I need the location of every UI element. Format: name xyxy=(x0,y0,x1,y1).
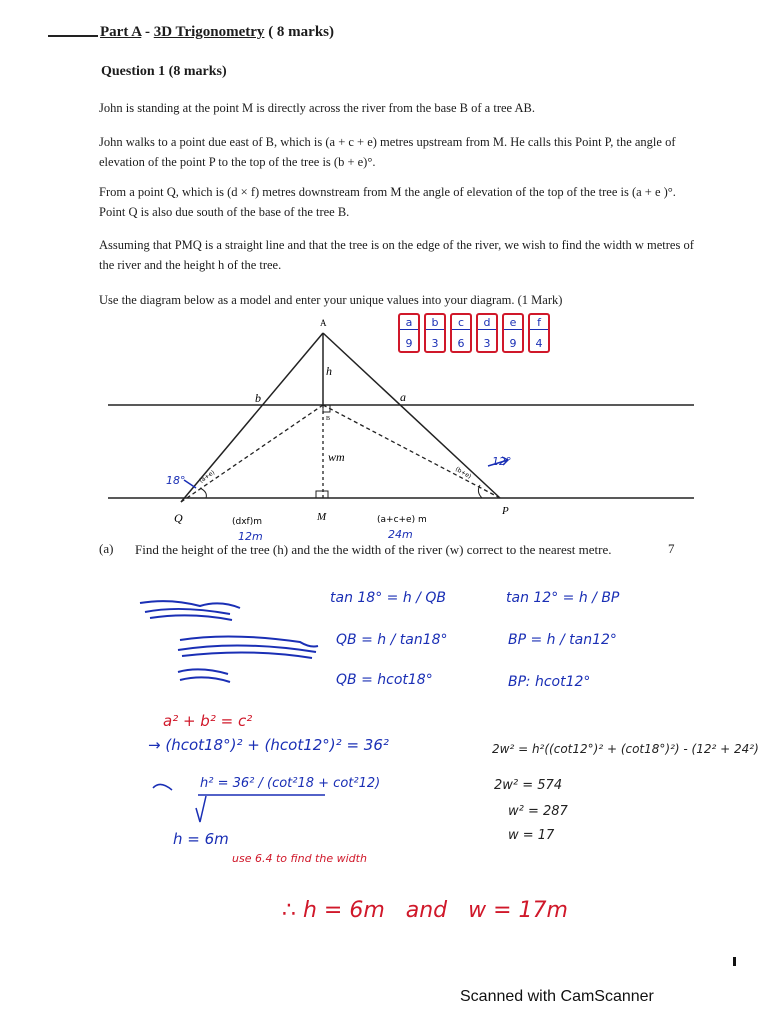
label-M: M xyxy=(317,511,327,523)
work-width-1: 2w² = h²((cot12°)² + (cot18°)²) - (12² + 24²) xyxy=(492,742,759,756)
label-Q: Q xyxy=(174,511,183,525)
question-paragraph-4: Assuming that PMQ is a straight line and that the tree is on the edge of the river, we wish to find the width w metres of the river and the height h of the tree. xyxy=(99,238,694,272)
label-mp-expr: (a+c+e) m xyxy=(377,515,427,525)
work-h-result: h = 6m xyxy=(173,830,229,848)
work-tan12: tan 12° = h / BP xyxy=(506,590,620,606)
label-B: B xyxy=(326,416,331,422)
crossed-out-work-2 xyxy=(178,636,318,658)
value-box-b: b 3 xyxy=(424,313,446,353)
label-angle-p: 12° xyxy=(492,455,512,468)
label-qm-expr: (dxf)m xyxy=(232,517,262,527)
work-qb2: QB = hcot18° xyxy=(336,672,433,688)
work-bp1: BP = h / tan12° xyxy=(508,632,617,648)
part-a-question: Find the height of the tree (h) and the the width of the river (w) correct to the nearest metre. xyxy=(135,542,612,557)
value-box-c: c 6 xyxy=(450,313,472,353)
work-equation-1: → (hcot18°)² + (hcot12°)² = 36² xyxy=(148,736,389,754)
label-angle-q-expr: (a+e) xyxy=(198,469,217,485)
work-qb1: QB = h / tan18° xyxy=(336,632,448,648)
work-pythagoras: a² + b² = c² xyxy=(163,712,253,730)
crossed-out-work-1 xyxy=(140,601,240,620)
label-wm: wm xyxy=(328,450,345,464)
value-box-f: f 4 xyxy=(528,313,550,353)
label-angle-p-expr: (b+e) xyxy=(454,465,473,481)
scan-mark xyxy=(733,957,736,966)
question-paragraph-3: From a point Q, which is (d × f) metres downstream from M the angle of elevation of the top of the tree is (a + e )°. Point Q is also due south of the base of the tree B. xyxy=(99,185,676,219)
crossed-out-work-3 xyxy=(178,669,230,682)
label-h: h xyxy=(326,364,332,378)
work-bp2: BP: hcot12° xyxy=(508,674,591,690)
work-width-4: w = 17 xyxy=(508,828,555,843)
part-a-label: (a) xyxy=(99,541,114,556)
label-P: P xyxy=(502,505,509,517)
question-paragraph-5: Use the diagram below as a model and enter your unique values into your diagram. (1 Mark) xyxy=(99,293,563,307)
label-b: b xyxy=(255,391,261,405)
work-h-squared: h² = 36² / (cot²18 + cot²12) xyxy=(200,776,381,791)
work-width-3: w² = 287 xyxy=(508,804,568,819)
work-note: use 6.4 to find the width xyxy=(232,852,367,865)
question-paragraph-2: John walks to a point due east of B, which is (a + c + e) metres upstream from M. He calls this Point P, the angle of elevation of the point P to the top of the tree is (b + e)°. xyxy=(99,135,676,169)
scanner-watermark: Scanned with CamScanner xyxy=(460,988,654,1005)
question-title: Question 1 (8 marks) xyxy=(101,64,227,79)
label-A: A xyxy=(320,318,327,328)
label-a: a xyxy=(400,390,406,404)
crossed-sqrt-h xyxy=(153,784,172,790)
work-tan18: tan 18° = h / QB xyxy=(330,590,446,606)
part-a-marks: 7 xyxy=(668,541,675,556)
part-title: Part A - 3D Trigonometry ( 8 marks) xyxy=(100,24,335,40)
question-paragraph-1: John is standing at the point M is directly across the river from the base B of a tree AB. xyxy=(99,101,536,115)
label-mp-value: 24m xyxy=(388,528,413,541)
sqrt-icon xyxy=(196,796,206,822)
value-box-a: a 9 xyxy=(398,313,420,353)
work-width-2: 2w² = 574 xyxy=(494,778,563,793)
work-conclusion: ∴ h = 6m and w = 17m xyxy=(282,898,568,923)
value-box-d: d 3 xyxy=(476,313,498,353)
value-box-e: e 9 xyxy=(502,313,524,353)
label-angle-q: 18° xyxy=(166,474,186,487)
label-qm-value: 12m xyxy=(238,530,263,543)
